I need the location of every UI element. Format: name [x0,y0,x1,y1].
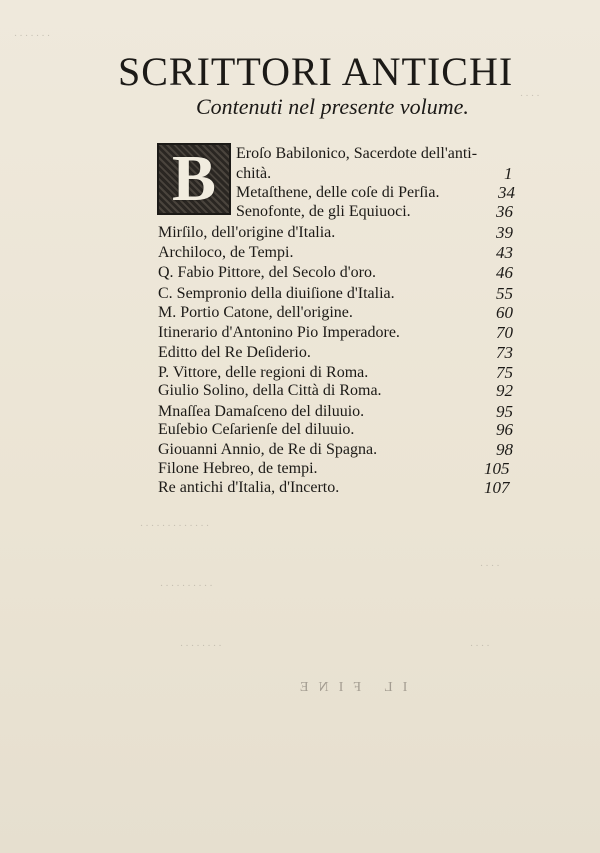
toc-entry [158,478,518,498]
toc-entry [158,420,518,440]
toc-entry [158,440,518,460]
toc-entry [158,323,518,343]
bleed-through-text: · · · · · · · · · · [160,580,213,592]
page-subtitle: Contenuti nel presente volume. [196,94,469,119]
toc-entry-page: 107 [484,478,510,497]
toc-entry-page: 43 [496,243,513,262]
bleed-through-text: · · · · [520,90,540,102]
bleed-through-text: · · · · [480,560,500,572]
bleed-through-text: · · · · [470,640,490,652]
toc-entry [158,402,518,422]
toc-entry-page: 36 [496,202,513,221]
toc-entry-title: Itinerario d'Antonino Pio Imperadore. [158,324,400,341]
toc-entry-title: C. Sempronio della diuiſione d'Italia. [158,285,395,302]
toc-entry-page: 55 [496,284,513,303]
toc-entry-page: 34 [498,183,515,202]
toc-entry [158,343,518,363]
toc-entry-title: Giouanni Annio, de Re di Spagna. [158,441,378,458]
toc-entry-page: 60 [496,303,513,322]
toc-entry-page: 92 [496,381,513,400]
toc-entry-page: 73 [496,343,513,362]
toc-entry-title: Euſebio Ceſarienſe del diluuio. [158,421,355,438]
toc-entry-title: Giulio Solino, della Città di Roma. [158,382,382,399]
toc-entry-page: 96 [496,420,513,439]
toc-entry-page: 46 [496,263,513,282]
toc-entry-page: 70 [496,323,513,342]
toc-entry-page: 1 [504,164,513,183]
page-title: SCRITTORI ANTICHI [118,49,514,94]
toc-entry-title: P. Vittore, delle regioni di Roma. [158,364,369,381]
toc-entry [158,223,518,243]
toc-entry [236,202,518,222]
toc-entry [158,263,518,283]
finis-bleed-through: IL FINE [290,680,408,695]
toc-entry-title: Editto del Re Deſiderio. [158,344,311,361]
toc-entry-page: 39 [496,223,513,242]
toc-entry-title: Mirſilo, dell'origine d'Italia. [158,224,336,241]
toc-entry-page: 75 [496,363,513,382]
toc-entry-title: Re antichi d'Italia, d'Incerto. [158,479,340,496]
toc-entry-title: Filone Hebreo, de tempi. [158,460,318,477]
toc-entry-title: Mnaſſea Damaſceno del diluuio. [158,403,365,420]
toc-entry-title: Q. Fabio Pittore, del Secolo d'oro. [158,264,376,281]
toc-entry-title: Metaſthene, delle coſe di Perſia. [236,184,440,201]
toc-entry-title: Senofonte, de gli Equiuoci. [236,203,411,220]
toc-entry-title: Eroſo Babilonico, Sacerdote dell'anti- [236,145,478,162]
toc-entry-title: M. Portio Catone, dell'origine. [158,304,353,321]
toc-entry [236,183,518,203]
decorated-initial-letter: B [171,142,217,215]
toc-entry [236,144,516,164]
toc-entry [158,303,518,323]
toc-entry [158,363,518,383]
toc-entry [236,164,518,184]
decorated-initial [157,143,231,215]
toc-entry [158,459,518,479]
toc-entry [158,243,518,263]
toc-entry [158,284,518,304]
toc-entry-page: 95 [496,402,513,421]
bleed-through-text: · · · · · · · · [180,640,222,652]
toc-entry-page: 98 [496,440,513,459]
toc-entry [158,381,518,401]
bleed-through-text: · · · · · · · [14,30,50,42]
toc-entry-title: chità. [236,165,272,182]
bleed-through-text: · · · · · · · · · · · · · [140,520,209,532]
toc-entry-page: 105 [484,459,510,478]
toc-entry-title: Archiloco, de Tempi. [158,244,294,261]
